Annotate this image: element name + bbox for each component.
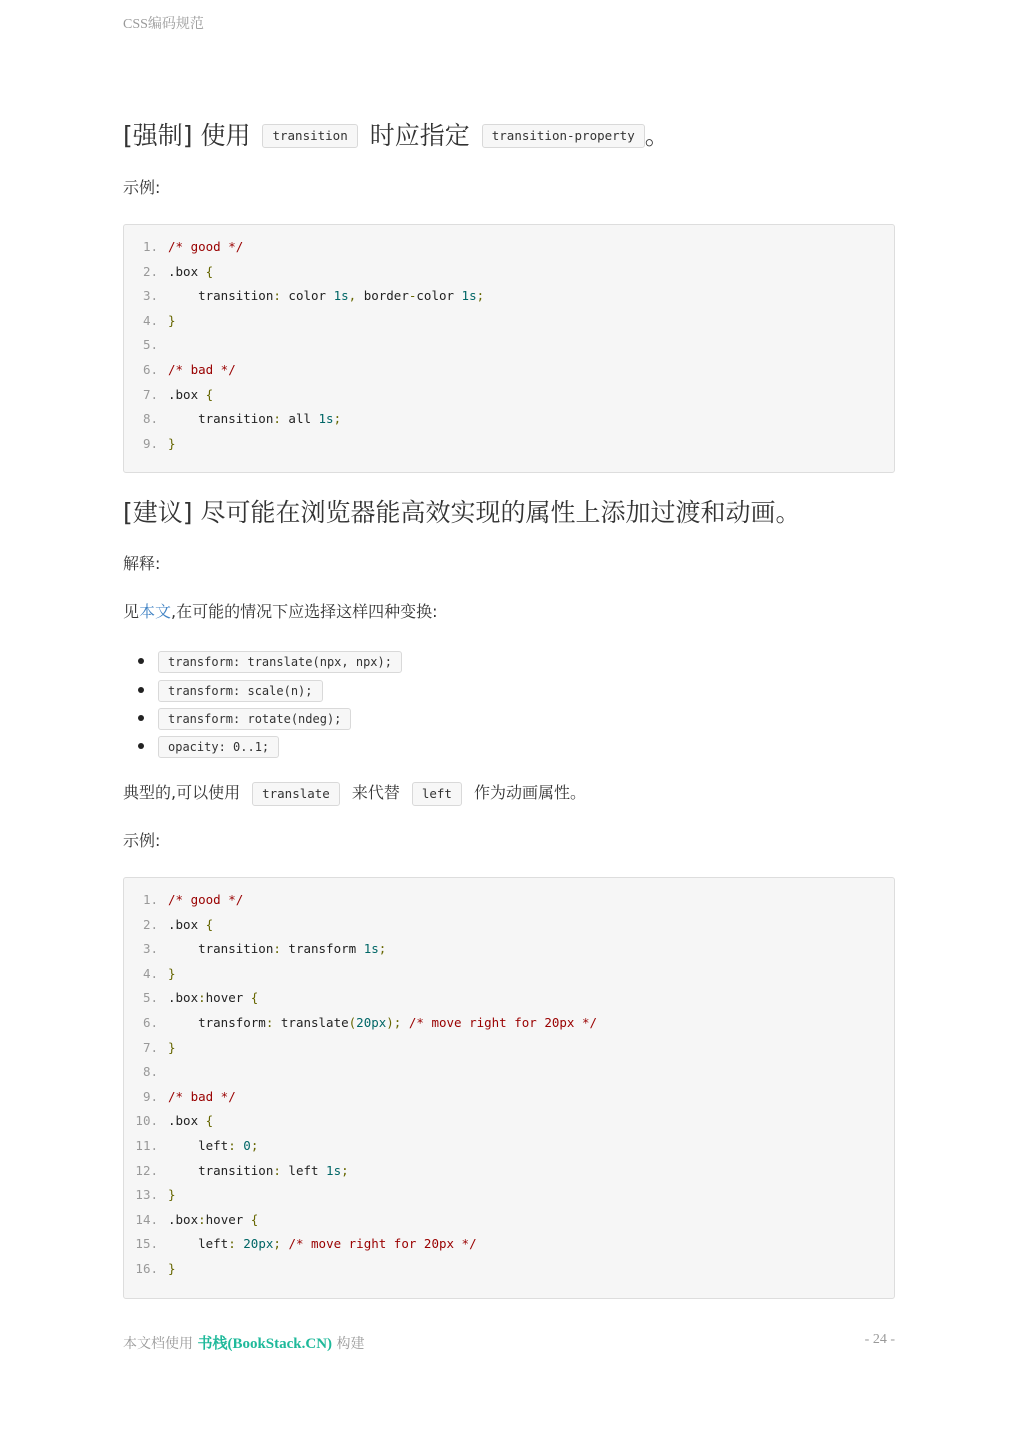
- typical-prefix: 典型的,可以使用: [123, 783, 241, 802]
- code-token: ;: [341, 1162, 349, 1178]
- code-token: :: [198, 990, 206, 1006]
- code-token: }: [168, 1039, 176, 1055]
- code-token: ;: [378, 941, 387, 957]
- line-number: 10.: [135, 1113, 158, 1129]
- rule-heading-transition: [123, 119, 670, 153]
- code-token: :: [198, 1211, 206, 1227]
- example-label-1: 示例:: [123, 178, 161, 197]
- code-token: }: [168, 965, 176, 981]
- code-line: [124, 407, 894, 432]
- code-line: [124, 432, 894, 457]
- footer-prefix: 本文档使用: [123, 1336, 193, 1352]
- code-token: :: [228, 1236, 236, 1252]
- code-token: (: [348, 1014, 357, 1030]
- code-token: ;: [273, 1236, 281, 1252]
- bullet-dot-icon: [138, 658, 144, 664]
- code-token: }: [168, 435, 176, 451]
- code-token: :: [273, 411, 281, 427]
- code-block-transition: [123, 224, 895, 473]
- code-token: transition: [168, 1162, 274, 1178]
- inline-code-left: left: [412, 782, 462, 806]
- code-token: left: [168, 1137, 229, 1153]
- list-item: [123, 733, 402, 761]
- code-token: hover: [205, 990, 251, 1006]
- code-line: [124, 1183, 894, 1208]
- code-token: all: [280, 411, 319, 427]
- footer-credit: [123, 1332, 365, 1353]
- code-token: transform: [168, 1014, 266, 1030]
- inline-code-transform: transform: scale(n);: [158, 680, 323, 702]
- bullet-dot-icon: [138, 687, 144, 693]
- inline-code-transition: transition: [262, 124, 357, 148]
- code-token: 0: [243, 1137, 251, 1153]
- code-line: [124, 1011, 894, 1036]
- code-line: [124, 913, 894, 938]
- line-number: 9.: [142, 435, 158, 451]
- code-token: [401, 1015, 409, 1030]
- code-token: .box: [168, 1211, 199, 1227]
- line-number: 3.: [142, 288, 158, 304]
- code-token: /* move right for 20px */: [408, 1014, 598, 1030]
- typical-middle: 来代替: [351, 783, 400, 802]
- code-token: .box: [168, 263, 206, 279]
- code-token: left: [280, 1162, 327, 1178]
- code-token: transition: [168, 288, 274, 304]
- explain-label: 解释:: [123, 554, 161, 573]
- code-token: }: [168, 1187, 176, 1203]
- code-token: }: [168, 312, 176, 328]
- page-number: - 24 -: [864, 1332, 895, 1347]
- code-token: 20px: [243, 1236, 274, 1252]
- line-number: 11.: [135, 1137, 158, 1153]
- code-line: [124, 235, 894, 260]
- code-line: [124, 383, 894, 408]
- code-token: /* bad */: [168, 361, 236, 377]
- transform-list: [123, 648, 402, 762]
- code-token: {: [205, 386, 214, 402]
- code-line: [124, 1232, 894, 1257]
- code-token: /* good */: [168, 239, 244, 254]
- line-number: 5.: [142, 990, 158, 1006]
- typical-suffix: 作为动画属性。: [473, 783, 586, 802]
- code-token: transform: [280, 941, 364, 957]
- line-number: 3.: [142, 941, 158, 957]
- heading-prefix: [强制] 使用: [123, 121, 251, 150]
- code-token: .box: [168, 916, 206, 932]
- code-line: [124, 1085, 894, 1110]
- inline-code-transform: transform: rotate(ndeg);: [158, 708, 351, 730]
- code-token: /* move right for 20px */: [288, 1236, 477, 1252]
- code-line: [124, 1257, 894, 1282]
- code-token: ;: [476, 288, 485, 304]
- code-token: transition: [168, 411, 274, 427]
- code-token: .box: [168, 386, 206, 402]
- code-token: {: [250, 1211, 259, 1227]
- code-line: [124, 333, 894, 358]
- code-token: {: [250, 990, 259, 1006]
- example-label-2: 示例:: [123, 831, 161, 850]
- code-token: 1s: [318, 411, 334, 427]
- code-token: color: [280, 288, 334, 304]
- inline-code-transition-property: transition-property: [482, 124, 645, 148]
- code-line: [124, 358, 894, 383]
- code-line: [124, 937, 894, 962]
- line-number: 12.: [135, 1162, 158, 1178]
- line-number: 1.: [142, 892, 158, 907]
- code-token: hover: [205, 1211, 251, 1227]
- code-token: :: [265, 1014, 274, 1030]
- line-number: 5.: [142, 337, 158, 353]
- rule-heading-animation: [建议] 尽可能在浏览器能高效实现的属性上添加过渡和动画。: [123, 498, 801, 527]
- article-link[interactable]: 本文: [139, 602, 172, 621]
- code-token: color: [416, 288, 462, 304]
- code-token: .box: [168, 990, 199, 1006]
- code-lines: [124, 878, 894, 1282]
- code-line: [124, 986, 894, 1011]
- list-item: [123, 676, 402, 704]
- see-paragraph: [123, 600, 438, 624]
- heading-suffix: 。: [644, 121, 670, 150]
- code-token: translate: [273, 1014, 349, 1030]
- list-item: [123, 705, 402, 733]
- line-number: 14.: [135, 1211, 158, 1227]
- code-token: :: [273, 941, 281, 957]
- code-token: }: [168, 1260, 176, 1276]
- code-line: [124, 1208, 894, 1233]
- line-number: 7.: [142, 386, 158, 402]
- code-token: 1s: [326, 1162, 342, 1178]
- code-line: [124, 888, 894, 913]
- inline-code-transform: transform: translate(npx, npx);: [158, 651, 402, 673]
- code-token: /* good */: [168, 892, 244, 907]
- code-line: [124, 309, 894, 334]
- line-number: 8.: [142, 1064, 158, 1080]
- line-number: 16.: [135, 1260, 158, 1276]
- inline-code-transform: opacity: 0..1;: [158, 736, 279, 758]
- code-token: ,: [348, 288, 357, 304]
- code-token: {: [205, 1113, 214, 1129]
- code-line: [124, 260, 894, 285]
- code-block-transform: [123, 877, 895, 1299]
- code-token: /* bad */: [168, 1088, 236, 1104]
- inline-code-translate: translate: [252, 782, 340, 806]
- code-token: {: [205, 916, 214, 932]
- footer-suffix: 构建: [336, 1336, 365, 1352]
- code-token: .box: [168, 1113, 206, 1129]
- line-number: 1.: [142, 239, 158, 254]
- code-token: -: [408, 288, 417, 304]
- code-token: 1s: [333, 288, 349, 304]
- code-token: );: [386, 1014, 402, 1030]
- see-suffix: ,在可能的情况下应选择这样四种变换:: [171, 602, 438, 621]
- footer-brand-link[interactable]: 书栈(BookStack.CN): [197, 1336, 333, 1352]
- line-number: 15.: [135, 1236, 158, 1252]
- code-token: transition: [168, 941, 274, 957]
- code-line: [124, 1109, 894, 1134]
- list-item: [123, 648, 402, 676]
- code-line: [124, 1036, 894, 1061]
- bullet-dot-icon: [138, 743, 144, 749]
- code-line: [124, 284, 894, 309]
- code-token: ;: [250, 1137, 259, 1153]
- line-number: 6.: [142, 361, 158, 377]
- code-token: 20px: [356, 1014, 387, 1030]
- line-number: 4.: [142, 965, 158, 981]
- code-line: [124, 962, 894, 987]
- bullet-dot-icon: [138, 715, 144, 721]
- code-token: :: [273, 288, 281, 304]
- code-lines: [124, 225, 894, 456]
- code-line: [124, 1134, 894, 1159]
- code-token: border: [356, 288, 409, 304]
- line-number: 8.: [142, 411, 158, 427]
- line-number: 4.: [142, 312, 158, 328]
- code-token: 1s: [363, 941, 379, 957]
- code-token: ;: [333, 411, 342, 427]
- line-number: 6.: [142, 1014, 158, 1030]
- code-line: [124, 1060, 894, 1085]
- line-number: 13.: [135, 1187, 158, 1203]
- code-token: 1s: [461, 288, 477, 304]
- line-number: 7.: [142, 1039, 158, 1055]
- code-token: :: [228, 1137, 236, 1153]
- code-line: [124, 1159, 894, 1184]
- running-header: CSS编码规范: [123, 17, 204, 32]
- code-token: {: [205, 263, 214, 279]
- heading-middle: 时应指定: [369, 121, 470, 150]
- line-number: 9.: [142, 1088, 158, 1104]
- see-prefix: 见: [123, 602, 140, 621]
- code-token: left: [168, 1236, 229, 1252]
- code-token: :: [273, 1162, 281, 1178]
- line-number: 2.: [142, 263, 158, 279]
- line-number: 2.: [142, 916, 158, 932]
- typical-paragraph: [123, 781, 586, 806]
